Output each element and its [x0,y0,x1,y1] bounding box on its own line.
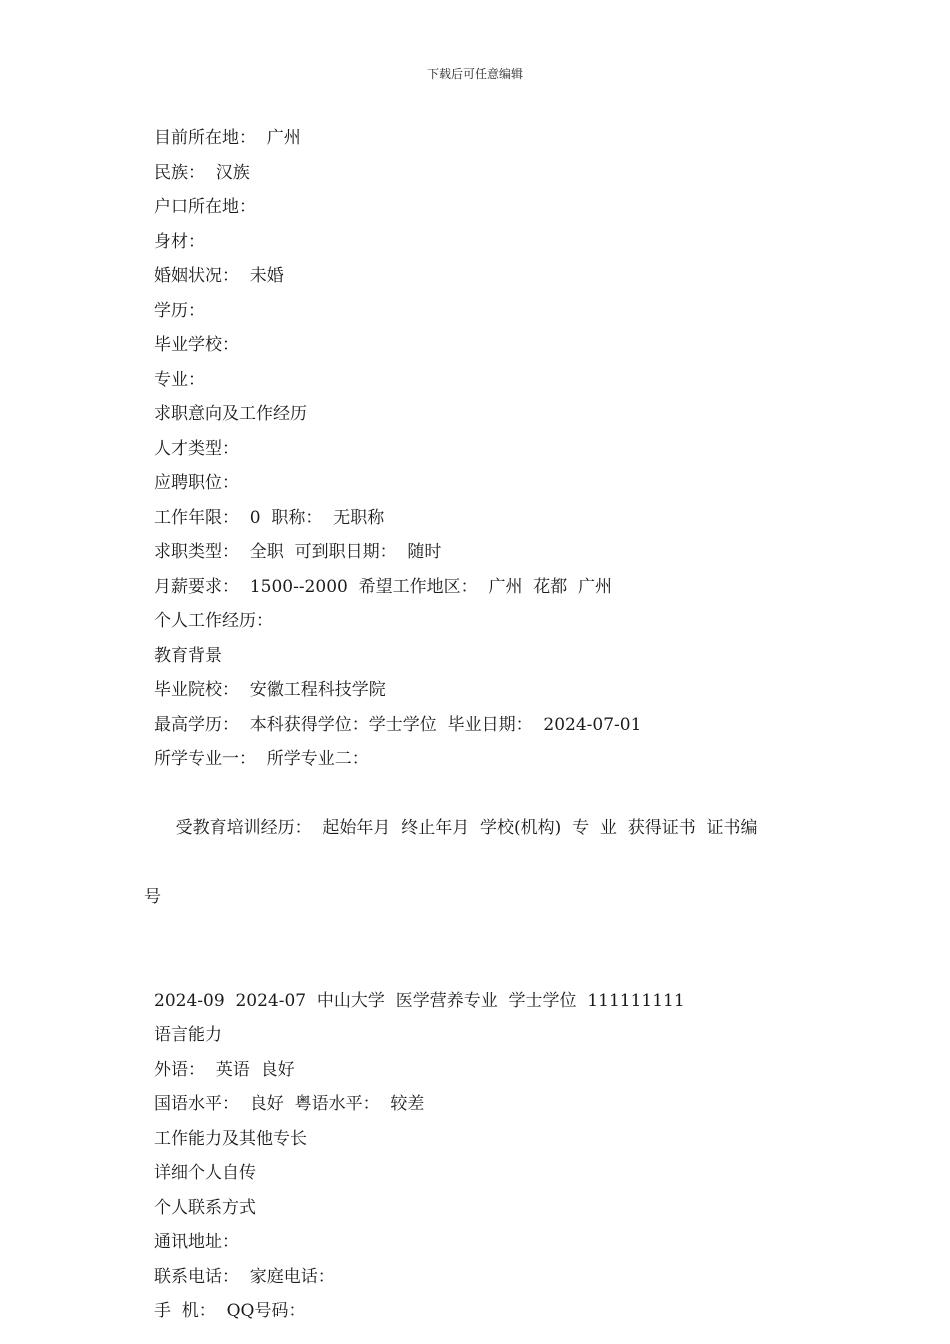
resume-body [144,121,820,1329]
current-location-line: 目前所在地： 广州 [154,128,301,148]
household-registration-line: 户口所在地： [154,197,256,217]
mandarin-cantonese-line: 国语水平： 良好 粤语水平： 较差 [154,1094,425,1114]
graduation-school-line: 毕业学校： [154,335,239,355]
language-ability-heading: 语言能力 [154,1025,222,1045]
height-line: 身材： [154,231,205,252]
graduation-college-line: 毕业院校： 安徽工程科技学院 [154,680,386,700]
education-level-line: 学历： [154,300,205,321]
training-history-line [144,777,820,984]
ethnicity-line: 民族： 汉族 [154,162,250,183]
phone-line: 联系电话： 家庭电话： [154,1266,335,1287]
page-header: 下载后可任意编辑 [426,67,523,81]
education-background-heading: 教育背景 [154,645,222,666]
training-history-text: 受教育培训经历： 起始年月 终止年月 学校(机构) 专 业 获得证书 证书编 [175,818,758,838]
applied-position-line: 应聘职位： [154,473,239,493]
job-intention-heading: 求职意向及工作经历 [154,404,307,424]
marital-status-line: 婚姻状况： 未婚 [154,266,284,286]
highest-degree-line: 最高学历： 本科获得学位：学士学位 毕业日期： 2024-07-01 [154,714,642,735]
work-years-line: 工作年限： 0 职称： 无职称 [154,507,385,528]
training-record-line: 2024-09 2024-07 中山大学 医学营养专业 学士学位 111111111 [154,990,685,1011]
training-history-wrap: 号 [144,887,161,907]
skills-heading: 工作能力及其他专长 [154,1128,307,1149]
mobile-qq-line: 手 机： QQ号码： [154,1301,306,1321]
contact-heading: 个人联系方式 [154,1197,256,1218]
mailing-address-line: 通讯地址： [154,1232,239,1252]
salary-line: 月薪要求： 1500--2000 希望工作地区： 广州 花都 广州 [154,576,613,597]
job-type-line: 求职类型： 全职 可到职日期： 随时 [154,542,442,562]
foreign-language-line: 外语： 英语 良好 [154,1059,295,1080]
major-line: 专业： [154,369,205,390]
talent-type-line: 人才类型： [154,438,239,459]
work-experience-line: 个人工作经历： [154,611,273,631]
autobiography-heading: 详细个人自传 [154,1163,256,1183]
majors-line: 所学专业一： 所学专业二： [154,749,369,769]
